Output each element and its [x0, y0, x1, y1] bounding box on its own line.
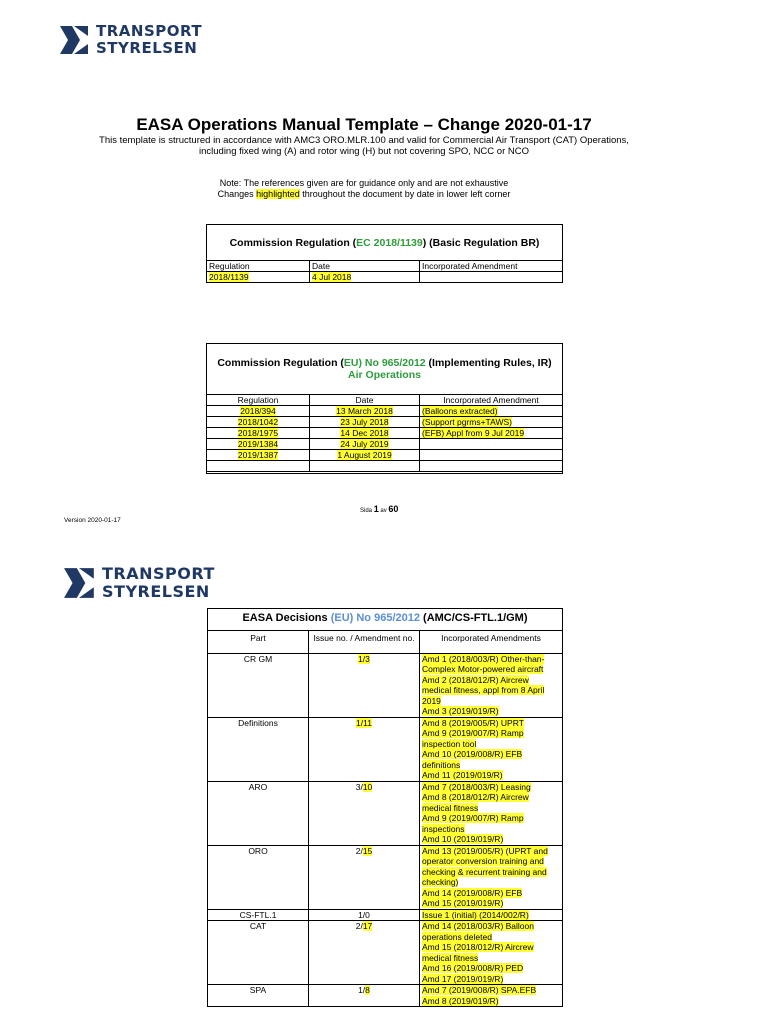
easa-decisions-title: EASA Decisions (EU) No 965/2012 (AMC/CS-FTL.1/GM) — [208, 609, 563, 631]
t2-cell-amendment: (Support pgrms+TAWS) — [422, 417, 512, 427]
amendment-entry: Amd 7 (2018/003/R) Leasing — [422, 781, 531, 792]
amendment-entry: Issue 1 (initial) (2014/002/R) — [422, 909, 529, 920]
changes-pre: Changes — [217, 189, 257, 199]
logo-line1: TRANSPORT — [102, 564, 215, 583]
basic-regulation-title: Commission Regulation (EC 2018/1139) (Basic Regulation BR) — [229, 237, 540, 249]
changes-line — [0, 189, 728, 199]
table-row — [207, 450, 563, 461]
note-line: Note: The references given are for guidance only and are not exhaustive — [219, 178, 509, 188]
amendment-entry: Amd 8 (2019/005/R) UPRT — [422, 717, 524, 728]
t3-cell-amendments — [420, 717, 563, 781]
t3-header-amendments: Incorporated Amendments — [420, 630, 563, 653]
t3-header-part: Part — [208, 630, 309, 653]
page-number: Sida 1 av 60 — [360, 504, 399, 514]
version-label: Version 2020-01-17 — [64, 517, 121, 524]
t3-cell-issue: 1/8 — [309, 985, 420, 1007]
t2-cell-date: 24 July 2019 — [340, 439, 389, 449]
amendment-entry: Amd 11 (2019/019/R) — [422, 770, 503, 780]
t1-cell-regulation: 2018/1139 — [209, 272, 249, 282]
amendment-entry: Amd 13 (2019/005/R) (UPRT and operator conversion training and checking & recurrent training and checking) — [422, 845, 548, 887]
t2-cell-date: 14 Dec 2018 — [340, 428, 389, 438]
amendment-entry: Amd 10 (2019/008/R) EFB definitions — [422, 749, 523, 770]
logo-line1: TRANSPORT — [96, 22, 203, 40]
table-row — [208, 909, 563, 921]
amendment-entry: Amd 9 (2019/007/R) Ramp inspection tool — [422, 728, 524, 749]
t2-cell-amendment: (Balloons extracted) — [422, 406, 498, 416]
t1-header-date: Date — [310, 261, 420, 272]
t1-cell-amendment — [420, 272, 563, 283]
t1-header-regulation: Regulation — [207, 261, 310, 272]
t2-cell-amendment: (EFB) Appl from 9 Jul 2019 — [422, 428, 525, 438]
t2-header-date: Date — [310, 395, 420, 406]
t3-cell-amendments — [420, 909, 563, 921]
t2-cell-date: 1 August 2019 — [337, 450, 392, 460]
table-row — [207, 439, 563, 450]
t3-cell-part: SPA — [208, 985, 309, 1007]
t3-cell-part: CR GM — [208, 653, 309, 717]
table-row — [207, 428, 563, 439]
easa-decisions-table — [207, 608, 563, 1007]
t2-cell-amendment — [420, 450, 563, 461]
t3-cell-part: Definitions — [208, 717, 309, 781]
amendment-entry: Amd 8 (2019/019/R) — [422, 995, 499, 1006]
table-row — [207, 272, 563, 283]
logo-line2: STYRELSEN — [102, 582, 210, 601]
amendment-entry: Amd 7 (2019/008/R) SPA.EFB — [422, 985, 537, 995]
amendment-entry: Amd 2 (2018/012/R) Aircrew medical fitness, appl from 8 April 2019 — [422, 674, 545, 706]
amendment-entry: Amd 9 (2019/007/R) Ramp inspections — [422, 813, 524, 834]
table-row — [208, 845, 563, 909]
t3-cell-amendments — [420, 845, 563, 909]
implementing-rules-table — [206, 394, 563, 472]
basic-regulation-box — [206, 224, 563, 283]
amendment-entry: Amd 3 (2019/019/R) — [422, 706, 499, 716]
implementing-rules-title: Commission Regulation (EU) No 965/2012 (Implementing Rules, IR) — [217, 357, 552, 369]
t3-cell-issue: 1/0 — [309, 909, 420, 921]
amendment-entry: Amd 15 (2018/012/R) Aircrew medical fitness — [422, 942, 534, 963]
t2-header-regulation: Regulation — [207, 395, 310, 406]
table-row — [208, 921, 563, 985]
t3-cell-amendments — [420, 921, 563, 985]
table-row — [208, 653, 563, 717]
t2-cell-date: 13 March 2018 — [336, 406, 393, 416]
t2-cell-regulation: 2019/1384 — [237, 439, 279, 449]
intro-line-2: including fixed wing (A) and rotor wing (H) but not covering SPO, NCC or NCO — [199, 146, 529, 157]
t3-cell-issue: 1/11 — [309, 717, 420, 781]
amendment-entry: Amd 1 (2018/003/R) Other-than-Complex Motor-powered aircraft — [422, 653, 545, 674]
t3-cell-part: CAT — [208, 921, 309, 985]
amendment-entry: Amd 14 (2019/008/R) EFB — [422, 887, 523, 898]
table-row — [208, 985, 563, 1007]
page-title: EASA Operations Manual Template – Change 2020-01-17 — [136, 115, 592, 134]
t3-cell-part: ORO — [208, 845, 309, 909]
transport-styrelsen-logo-2 — [64, 566, 215, 600]
logo-line2: STYRELSEN — [96, 39, 198, 57]
basic-regulation-table — [206, 260, 563, 283]
t2-cell-regulation: 2018/1042 — [237, 417, 279, 427]
t3-cell-issue: 2/17 — [309, 921, 420, 985]
logo-chevron-icon — [60, 24, 90, 56]
t3-cell-amendments — [420, 653, 563, 717]
t3-cell-issue: 3/10 — [309, 781, 420, 845]
t3-cell-part: CS-FTL.1 — [208, 909, 309, 921]
t2-cell-regulation: 2018/1975 — [237, 428, 279, 438]
amendment-entry: Amd 8 (2018/012/R) Aircrew medical fitness — [422, 792, 529, 813]
amendment-entry: Amd 15 (2019/019/R) — [422, 898, 504, 908]
t2-cell-regulation: 2019/1387 — [237, 450, 279, 460]
t2-cell-amendment — [420, 439, 563, 450]
amendment-entry: Amd 17 (2019/019/R) — [422, 973, 504, 984]
amendment-entry: Amd 14 (2018/003/R) Balloon operations deleted — [422, 921, 534, 942]
table-row — [207, 417, 563, 428]
t2-header-amendment: Incorporated Amendment — [420, 395, 563, 406]
table-row — [208, 717, 563, 781]
t2-cell-regulation: 2018/394 — [240, 406, 276, 416]
transport-styrelsen-logo — [60, 24, 202, 56]
changes-highlight: highlighted — [256, 189, 300, 199]
t3-cell-issue: 2/15 — [309, 845, 420, 909]
t1-header-amendment: Incorporated Amendment — [420, 261, 563, 272]
implementing-rules-box — [206, 343, 563, 474]
amendment-entry: Amd 10 (2019/019/R) — [422, 834, 504, 844]
table-row — [207, 406, 563, 417]
logo-chevron-icon — [64, 566, 96, 600]
t3-cell-amendments — [420, 781, 563, 845]
table-row — [208, 781, 563, 845]
t2-cell-date: 23 July 2018 — [340, 417, 389, 427]
t3-cell-part: ARO — [208, 781, 309, 845]
t3-cell-issue: 1/3 — [309, 653, 420, 717]
table-row-empty — [207, 461, 563, 472]
amendment-entry: Amd 16 (2019/008/R) PED — [422, 963, 524, 973]
changes-post: throughout the document by date in lower left corner — [299, 189, 511, 199]
implementing-rules-subtitle: Air Operations — [348, 369, 421, 381]
intro-line-1: This template is structured in accordance with AMC3 ORO.MLR.100 and valid for Commercial Air Transport (CAT) Operations, — [99, 135, 629, 146]
t1-cell-date: 4 Jul 2018 — [312, 272, 352, 282]
t3-header-issue: Issue no. / Amendment no. — [309, 630, 420, 653]
t3-cell-amendments — [420, 985, 563, 1007]
